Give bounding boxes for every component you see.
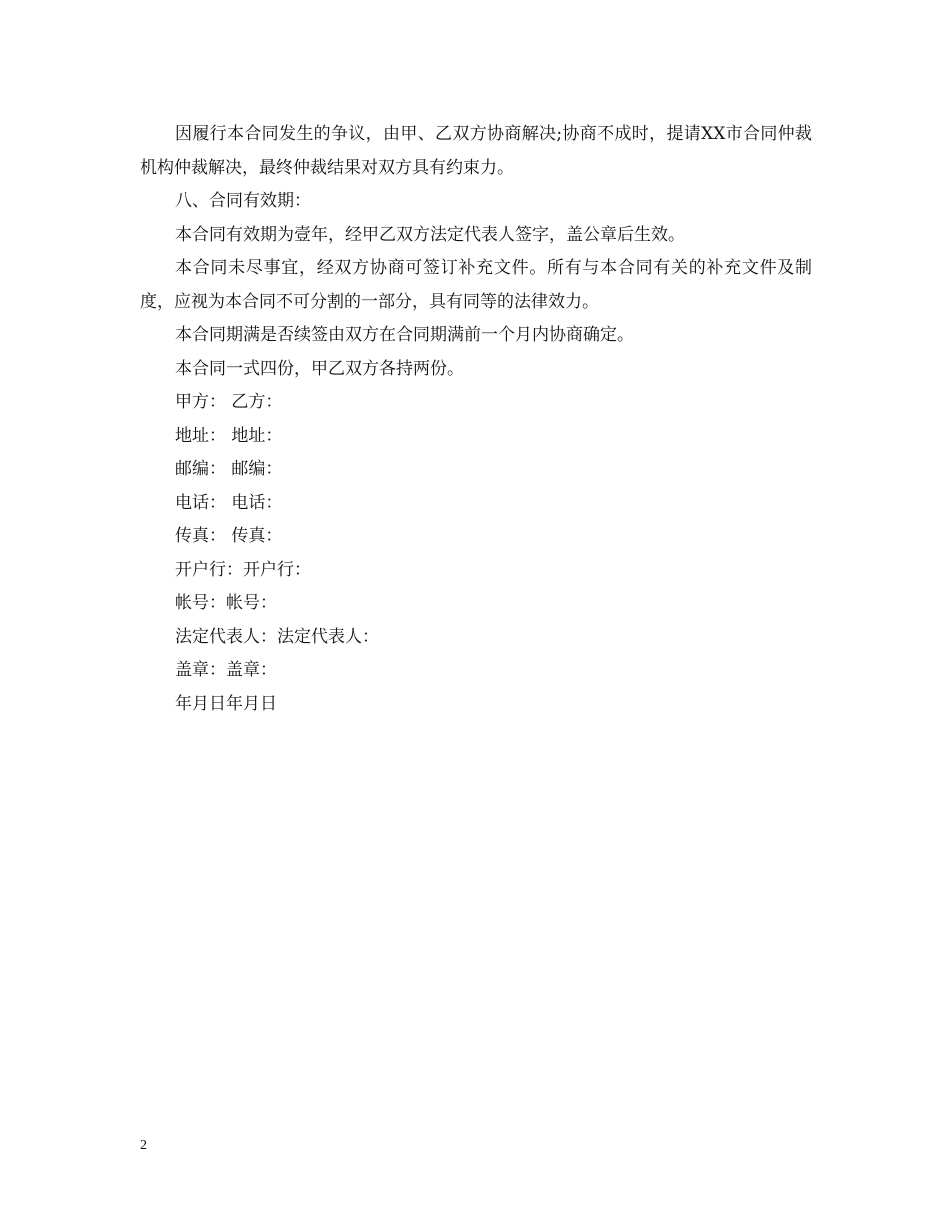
signature-line-legal-representative: 法定代表人：法定代表人： — [175, 626, 379, 647]
signature-line-bank: 开户行：开户行： — [175, 559, 311, 580]
signature-line-seal: 盖章：盖章： — [175, 660, 277, 680]
signature-line-postcode: 邮编： 邮编： — [175, 459, 283, 479]
signature-line-fax: 传真： 传真： — [175, 526, 283, 546]
paragraph-dispute-resolution: 因履行本合同发生的争议，由甲、乙双方协商解决;协商不成时，提请XX市合同仲裁机构仲裁解决，最终仲裁结果对双方具有约束力。 — [140, 124, 812, 178]
page-number: 2 — [140, 1138, 147, 1153]
paragraph-supplementary-documents: 本合同未尽事宜，经双方协商可签订补充文件。所有与本合同有关的补充文件及制度，应视为本合同不可分割的一部分，具有同等的法律效力。 — [140, 258, 812, 312]
paragraph-validity-term: 本合同有效期为壹年，经甲乙双方法定代表人签字，盖公章后生效。 — [175, 224, 685, 245]
section-heading-contract-validity: 八、合同有效期： — [175, 191, 311, 211]
document-body — [140, 118, 812, 721]
signature-line-address: 地址： 地址： — [175, 425, 283, 446]
signature-line-date: 年月日年月日 — [175, 693, 277, 714]
signature-line-party: 甲方： 乙方： — [175, 392, 283, 412]
signature-line-phone: 电话： 电话： — [175, 492, 283, 513]
paragraph-copies: 本合同一式四份，甲乙双方各持两份。 — [175, 358, 464, 379]
signature-line-account: 帐号：帐号： — [175, 593, 277, 613]
paragraph-renewal: 本合同期满是否续签由双方在合同期满前一个月内协商确定。 — [175, 325, 634, 345]
